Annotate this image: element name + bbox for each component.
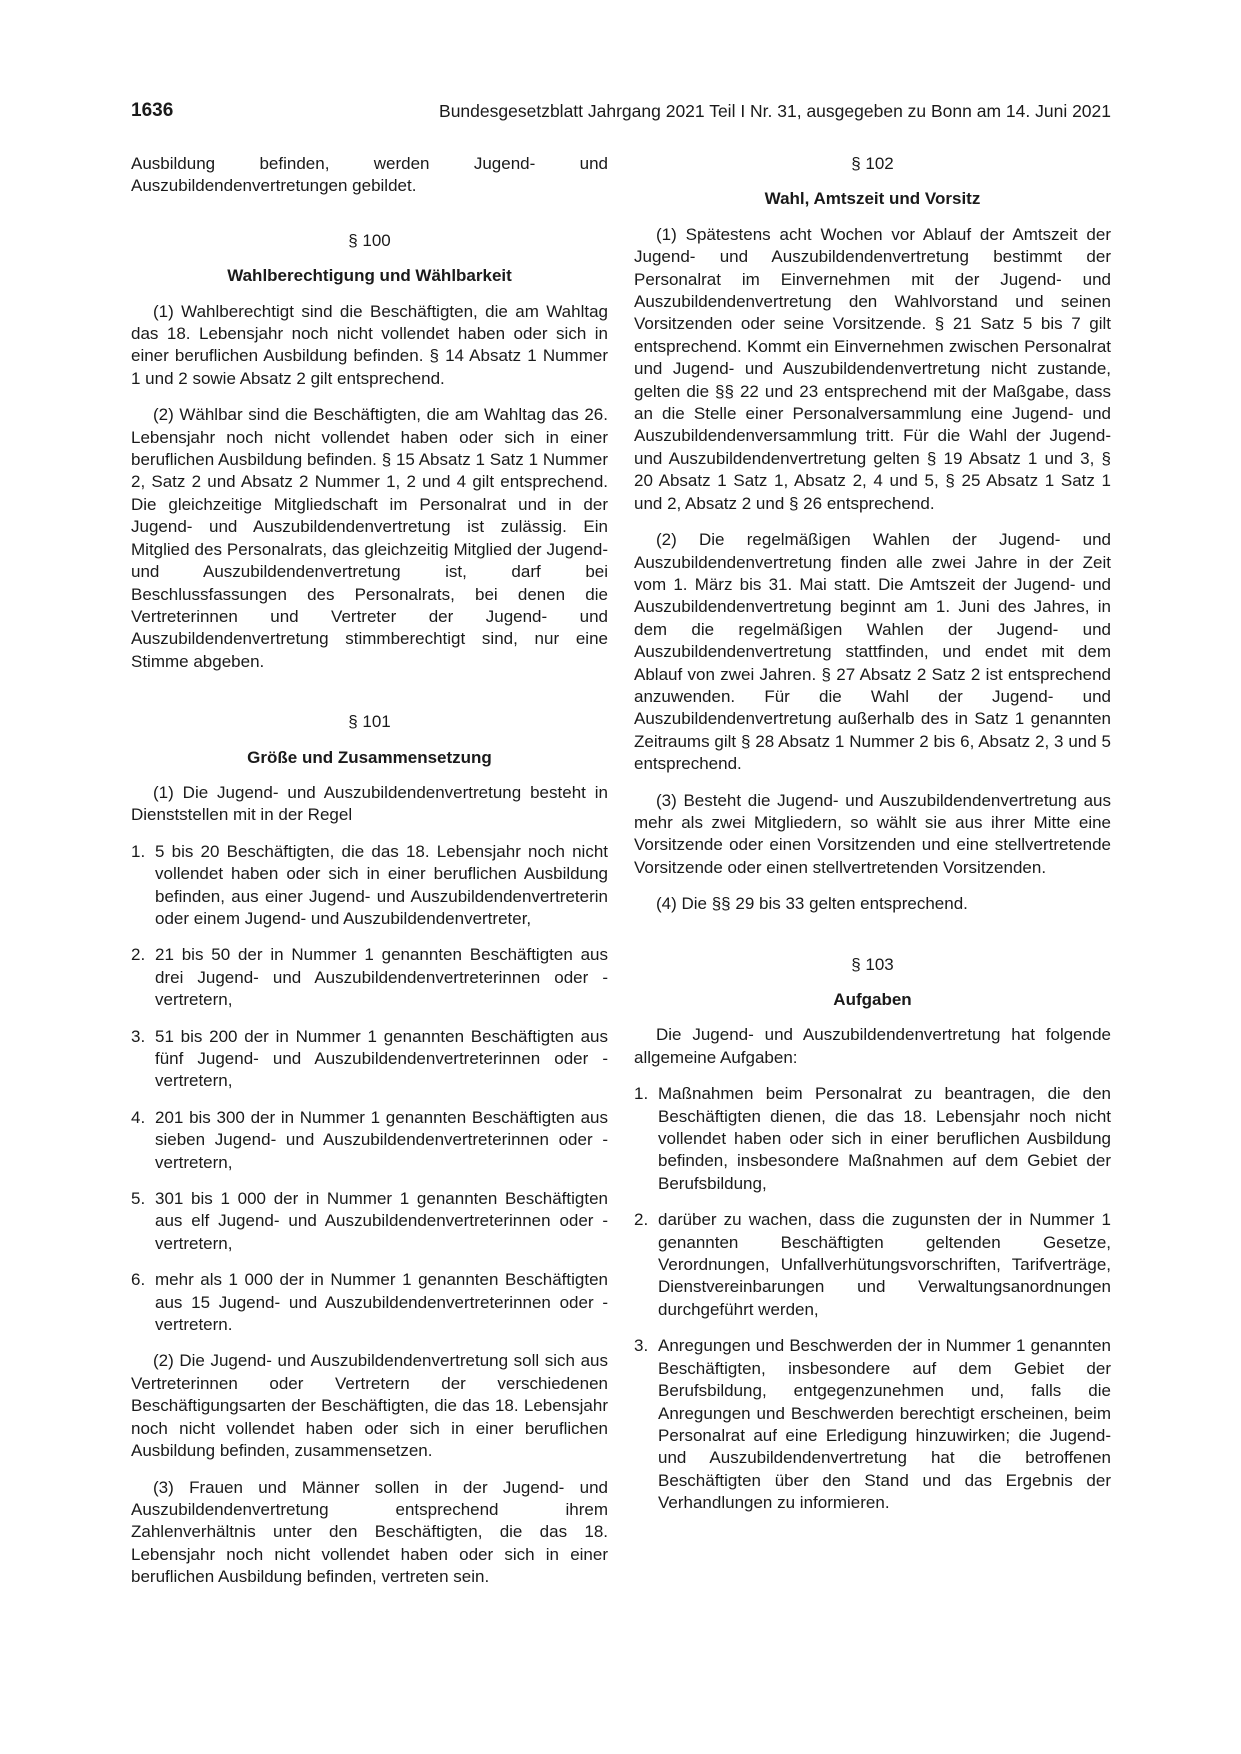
list-text: 5 bis 20 Beschäftigten, die das 18. Lebensjahr noch nicht vollendet haben oder sich in einer beruflichen Ausbildung befinden, aus einer Jugend- und Auszubildendenvertreterin oder einem Jugend- und Auszubildendenvertreter, bbox=[155, 841, 608, 928]
section-title-103: Aufgaben bbox=[833, 990, 912, 1009]
list-number: 6. bbox=[131, 1270, 146, 1290]
list-text: Maßnahmen beim Personalrat zu beantragen, die den Beschäftigten dienen, die das 18. Lebensjahr noch nicht vollendet haben oder sich in einer beruflichen Ausbildung befinden, insbesondere Maßnahmen auf dem Gebiet der Berufsbildung, bbox=[658, 1084, 1111, 1193]
list-number: 3. bbox=[131, 1026, 146, 1046]
paragraph: (3) Frauen und Männer sollen in der Jugend- und Auszubildendenvertretung entsprechend ihrem Zahlenverhältnis unter den Beschäftigten, die das 18. Lebensjahr noch nicht vollendet haben oder sich in einer beruflichen Ausbildung befinden, vertreten sein. bbox=[131, 1477, 608, 1587]
paragraph: (1) Wahlberechtigt sind die Beschäftigten, die am Wahltag das 18. Lebensjahr noch nicht vollendet haben oder sich in einer beruflichen Ausbildung befinden. § 14 Absatz 1 Nummer 1 und 2 sowie Absatz 2 gilt entsprechend. bbox=[131, 301, 608, 388]
section-title-102: Wahl, Amtszeit und Vorsitz bbox=[764, 189, 981, 209]
list-number: 4. bbox=[131, 1107, 146, 1127]
list-text: mehr als 1 000 der in Nummer 1 genannten Beschäftigten aus 15 Jugend- und Auszubildendenvertreterinnen oder -vertretern. bbox=[155, 1270, 608, 1335]
section-number-101: § 101 bbox=[348, 712, 391, 732]
list-number: 2. bbox=[131, 945, 146, 965]
list-number: 1. bbox=[634, 1084, 649, 1104]
paragraph: (1) Spätestens acht Wochen vor Ablauf der Amtszeit der Jugend- und Auszubildendenvertretung bestimmt der Personalrat im Einvernehmen mit der Jugend- und Auszubildendenvertretung den Wahlvorstand und seinen Vorsitzenden oder seine Vorsitzende. § 21 Satz 5 bis 7 gilt entsprechend. Kommt ein Einvernehmen zwischen Personalrat und Jugend- und Auszubildendenvertretung nicht zustande, gelten die §§ 22 und 23 entsprechend mit der Maßgabe, dass an die Stelle einer Personalversammlung eine Jugend- und Auszubildendenversammlung tritt. Für die Wahl der Jugend- und Auszubildendenvertretung gelten § 19 Absatz 1 und 3, § 20 Absatz 1 Satz 1, Absatz 2, 4 und 5, § 25 Absatz 1 Satz 1 und 2, Absatz 2 und § 26 entsprechend. bbox=[634, 224, 1111, 513]
list-item bbox=[131, 841, 608, 931]
list-item bbox=[634, 1209, 1111, 1321]
list-item bbox=[131, 1269, 608, 1336]
paragraph: (1) Die Jugend- und Auszubildendenvertretung besteht in Dienststellen mit in der Regel bbox=[131, 782, 608, 825]
list-text: 51 bis 200 der in Nummer 1 genannten Beschäftigten aus fünf Jugend- und Auszubildendenvertreterinnen oder -vertretern, bbox=[155, 1026, 608, 1091]
list-number: 2. bbox=[634, 1210, 649, 1230]
list-text: 301 bis 1 000 der in Nummer 1 genannten Beschäftigten aus elf Jugend- und Auszubildendenvertreterinnen oder -vertretern, bbox=[155, 1189, 608, 1253]
left-column bbox=[131, 153, 608, 1589]
right-column bbox=[634, 153, 1111, 1515]
list-item bbox=[131, 1026, 608, 1093]
list-item bbox=[634, 1083, 1111, 1195]
page-number: 1636 bbox=[131, 100, 174, 121]
list-item bbox=[131, 1188, 608, 1255]
numbered-list bbox=[634, 1083, 1111, 1514]
paragraph: (3) Besteht die Jugend- und Auszubildendenvertretung aus mehr als zwei Mitgliedern, so wählt sie aus ihrer Mitte eine Vorsitzende oder einen Vorsitzenden und eine stellvertretende Vorsitzende oder einen stellvertretenden Vorsitzenden. bbox=[634, 790, 1111, 877]
paragraph: (2) Wählbar sind die Beschäftigten, die am Wahltag das 26. Lebensjahr noch nicht vollendet haben oder sich in einer beruflichen Ausbildung befinden. § 15 Absatz 1 Satz 1 Nummer 2, Satz 2 und Absatz 2 Nummer 1, 2 und 4 gilt entsprechend. Die gleichzeitige Mitgliedschaft im Personalrat und in der Jugend- und Auszubildendenvertretung ist zulässig. Ein Mitglied des Personalrats, das gleichzeitig Mitglied der Jugend- und Auszubildendenvertretung ist, darf bei Beschlussfassungen des Personalrats, bei denen die Vertreterinnen und Vertreter der Jugend- und Auszubildendenvertretung stimmberechtigt sind, nur eine Stimme abgeben. bbox=[131, 405, 608, 671]
list-item bbox=[634, 1335, 1111, 1514]
section-title-101: Größe und Zusammensetzung bbox=[247, 747, 492, 767]
section-number-100: § 100 bbox=[348, 230, 391, 250]
list-text: 201 bis 300 der in Nummer 1 genannten Beschäftigten aus sieben Jugend- und Auszubildendenvertreterinnen oder -vertretern, bbox=[155, 1107, 608, 1172]
numbered-list bbox=[131, 841, 608, 1337]
list-number: 3. bbox=[634, 1336, 649, 1356]
list-item bbox=[131, 1107, 608, 1174]
list-number: 5. bbox=[131, 1189, 146, 1209]
section-number-103: § 103 bbox=[851, 954, 894, 974]
list-text: 21 bis 50 der in Nummer 1 genannten Beschäftigten aus drei Jugend- und Auszubildendenvertreterinnen oder -vertretern, bbox=[155, 945, 608, 1010]
list-text: darüber zu wachen, dass die zugunsten der in Nummer 1 genannten Beschäftigten geltenden Gesetze, Verordnungen, Unfallverhütungsvorschriften, Tarifverträge, Dienstvereinbarungen und Verwaltungsanordnungen durchgeführt werden, bbox=[658, 1210, 1111, 1319]
continuation-paragraph: Ausbildung befinden, werden Jugend- und Auszubildendenvertretungen gebildet. bbox=[131, 154, 608, 196]
section-title-100: Wahlberechtigung und Wählbarkeit bbox=[227, 266, 512, 286]
page-header bbox=[131, 100, 1111, 130]
paragraph: (2) Die regelmäßigen Wahlen der Jugend- und Auszubildendenvertretung finden alle zwei Jahre in der Zeit vom 1. März bis 31. Mai statt. Die Amtszeit der Jugend- und Auszubildendenvertretung beginnt am 1. Juni des Jahres, in dem die regelmäßigen Wahlen der Jugend- und Auszubildendenvertretung stattfinden, und endet mit dem Ablauf von zwei Jahren. § 27 Absatz 2 Satz 2 ist entsprechend anzuwenden. Für die Wahl der Jugend- und Auszubildendenvertretung außerhalb des in Satz 1 genannten Zeitraums gilt § 28 Absatz 1 Nummer 2 bis 6, Absatz 2, 3 und 5 entsprechend. bbox=[634, 530, 1111, 774]
paragraph: (2) Die Jugend- und Auszubildendenvertretung soll sich aus Vertreterinnen oder Vertretern der verschiedenen Beschäftigungsarten der Beschäftigten, die das 18. Lebensjahr noch nicht vollendet haben oder sich in einer beruflichen Ausbildung befinden, zusammensetzen. bbox=[131, 1351, 608, 1461]
paragraph: Die Jugend- und Auszubildendenvertretung hat folgende allgemeine Aufgaben: bbox=[634, 1025, 1111, 1067]
list-number: 1. bbox=[131, 841, 146, 861]
list-item bbox=[131, 944, 608, 1011]
paragraph: (4) Die §§ 29 bis 33 gelten entsprechend. bbox=[656, 894, 968, 914]
running-title: Bundesgesetzblatt Jahrgang 2021 Teil I Nr. 31, ausgegeben zu Bonn am 14. Juni 2021 bbox=[439, 101, 1111, 121]
list-text: Anregungen und Beschwerden der in Nummer 1 genannten Beschäftigten, insbesondere auf dem Gebiet der Berufsbildung, entgegenzunehmen und, falls die Anregungen und Beschwerden berechtigt erscheinen, beim Personalrat auf eine Erledigung hinzuwirken; die Jugend- und Auszubildendenvertretung hat die betroffenen Beschäftigten über den Stand und das Ergebnis der Verhandlungen zu informieren. bbox=[658, 1336, 1111, 1513]
section-number-102: § 102 bbox=[851, 154, 894, 173]
